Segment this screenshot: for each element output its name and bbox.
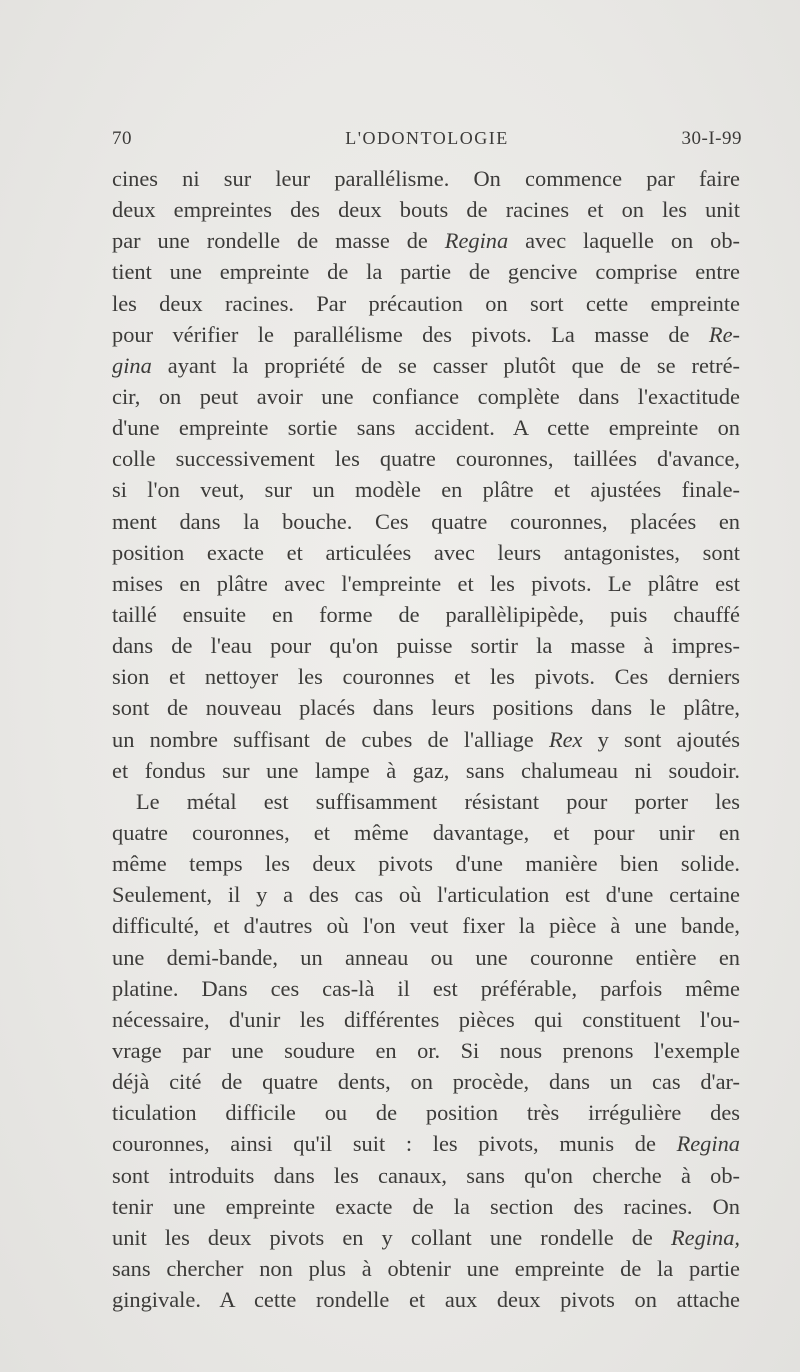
- text-line: [112, 537, 740, 568]
- text-segment: les deux racines. Par précaution on sort cette empreinte: [112, 290, 740, 316]
- text-segment: vrage par une soudure en or. Si nous prenons l'exemple: [112, 1037, 740, 1063]
- text-segment: une demi-bande, un anneau ou une couronne entière en: [112, 944, 740, 970]
- text-segment: pour vérifier le parallélisme des pivots. La masse de: [112, 321, 709, 347]
- text-line: [112, 350, 740, 381]
- text-line: [112, 1035, 740, 1066]
- italic-term: Regina,: [670, 1224, 740, 1250]
- text-segment: y sont ajoutés: [582, 726, 740, 752]
- text-line: [112, 1128, 740, 1159]
- text-line: [112, 848, 740, 879]
- text-segment: quatre couronnes, et même davantage, et pour unir en: [112, 819, 740, 845]
- text-segment: par une rondelle de masse de: [112, 228, 445, 254]
- text-line: [112, 163, 740, 194]
- italic-term: Regina: [444, 228, 509, 254]
- text-line: [112, 1222, 740, 1253]
- text-line: [112, 692, 740, 723]
- text-segment: Seulement, il y a des cas où l'articulation est d'une certaine: [112, 882, 740, 908]
- text-segment: tient une empreinte de la partie de gencive comprise entre: [112, 259, 740, 285]
- text-line: [112, 786, 740, 817]
- text-line: [112, 973, 740, 1004]
- text-segment: colle successivement les quatre couronnes, taillées d'avance,: [112, 446, 740, 472]
- text-segment: nécessaire, d'unir les différentes pièces qui constituent l'ou-: [112, 1006, 740, 1032]
- italic-term: Regina: [676, 1131, 740, 1157]
- text-segment: dans de l'eau pour qu'on puisse sortir la masse à impres-: [112, 633, 740, 659]
- text-segment: platine. Dans ces cas-là il est préférable, parfois même: [112, 975, 740, 1001]
- text-segment: cir, on peut avoir une confiance complète dans l'exactitude: [112, 383, 740, 409]
- text-segment: sion et nettoyer les couronnes et les pivots. Ces derniers: [112, 664, 740, 690]
- text-segment: sont de nouveau placés dans leurs positions dans le plâtre,: [112, 695, 740, 721]
- text-segment: sans chercher non plus à obtenir une empreinte de la partie: [112, 1255, 740, 1281]
- text-line: [112, 225, 740, 256]
- text-line: [112, 381, 740, 412]
- text-segment: Le métal est suffisamment résistant pour porter les: [136, 788, 740, 814]
- text-line: [112, 474, 740, 505]
- text-line: [112, 194, 740, 225]
- text-segment: ment dans la bouche. Ces quatre couronnes, placées en: [112, 508, 740, 534]
- text-line: [112, 1160, 740, 1191]
- text-segment: déjà cité de quatre dents, on procède, dans un cas d'ar-: [112, 1069, 740, 1095]
- text-segment: tenir une empreinte exacte de la section des racines. On: [112, 1193, 740, 1219]
- issue-date: 30-I-99: [681, 128, 742, 149]
- text-segment: ticulation difficile ou de position très irrégulière des: [112, 1100, 740, 1126]
- text-segment: position exacte et articulées avec leurs antagonistes, sont: [112, 539, 740, 565]
- text-segment: si l'on veut, sur un modèle en plâtre et ajustées finale-: [112, 477, 740, 503]
- text-line: [112, 630, 740, 661]
- text-segment: ayant la propriété de se casser plutôt que de se retré-: [151, 352, 740, 378]
- text-line: [112, 288, 740, 319]
- text-line: [112, 1284, 740, 1315]
- text-line: [112, 817, 740, 848]
- text-line: [112, 1097, 740, 1128]
- text-line: [112, 755, 740, 786]
- text-segment: et fondus sur une lampe à gaz, sans chalumeau ni soudoir.: [112, 757, 740, 783]
- text-line: [112, 599, 740, 630]
- text-line: [112, 506, 740, 537]
- text-line: [112, 910, 740, 941]
- text-segment: un nombre suffisant de cubes de l'alliage: [112, 726, 549, 752]
- text-line: [112, 568, 740, 599]
- page-number: 70: [112, 128, 132, 149]
- text-line: [112, 412, 740, 443]
- text-segment: d'une empreinte sortie sans accident. A cette empreinte on: [112, 415, 740, 441]
- text-segment: difficulté, et d'autres où l'on veut fixer la pièce à une bande,: [112, 913, 740, 939]
- running-title: L'ODONTOLOGIE: [345, 128, 509, 148]
- text-line: [112, 1066, 740, 1097]
- text-segment: même temps les deux pivots d'une manière bien solide.: [112, 851, 740, 877]
- text-line: [112, 1253, 740, 1284]
- text-segment: unit les deux pivots en y collant une rondelle de: [112, 1224, 671, 1250]
- text-line: [112, 1004, 740, 1035]
- text-segment: avec laquelle on ob-: [508, 228, 740, 254]
- text-segment: deux empreintes des deux bouts de racines et on les unit: [112, 197, 740, 223]
- text-line: [112, 319, 740, 350]
- text-line: [112, 256, 740, 287]
- text-line: [112, 879, 740, 910]
- text-line: [112, 661, 740, 692]
- text-segment: cines ni sur leur parallélisme. On commence par faire: [112, 166, 740, 191]
- italic-term: Re-: [708, 321, 740, 347]
- text-segment: mises en plâtre avec l'empreinte et les pivots. Le plâtre est: [112, 570, 740, 596]
- text-segment: couronnes, ainsi qu'il suit : les pivots, munis de: [112, 1131, 677, 1157]
- text-line: [112, 942, 740, 973]
- italic-term: Rex: [548, 726, 583, 752]
- body-text: [112, 163, 740, 1315]
- italic-term: gina: [112, 352, 152, 378]
- text-segment: gingivale. A cette rondelle et aux deux pivots on attache: [112, 1287, 740, 1313]
- text-line: [112, 1191, 740, 1222]
- text-segment: sont introduits dans les canaux, sans qu'on cherche à ob-: [112, 1162, 740, 1188]
- page-header: [112, 128, 742, 158]
- text-segment: taillé ensuite en forme de parallèlipipède, puis chauffé: [112, 601, 740, 627]
- text-line: [112, 443, 740, 474]
- text-line: [112, 724, 740, 755]
